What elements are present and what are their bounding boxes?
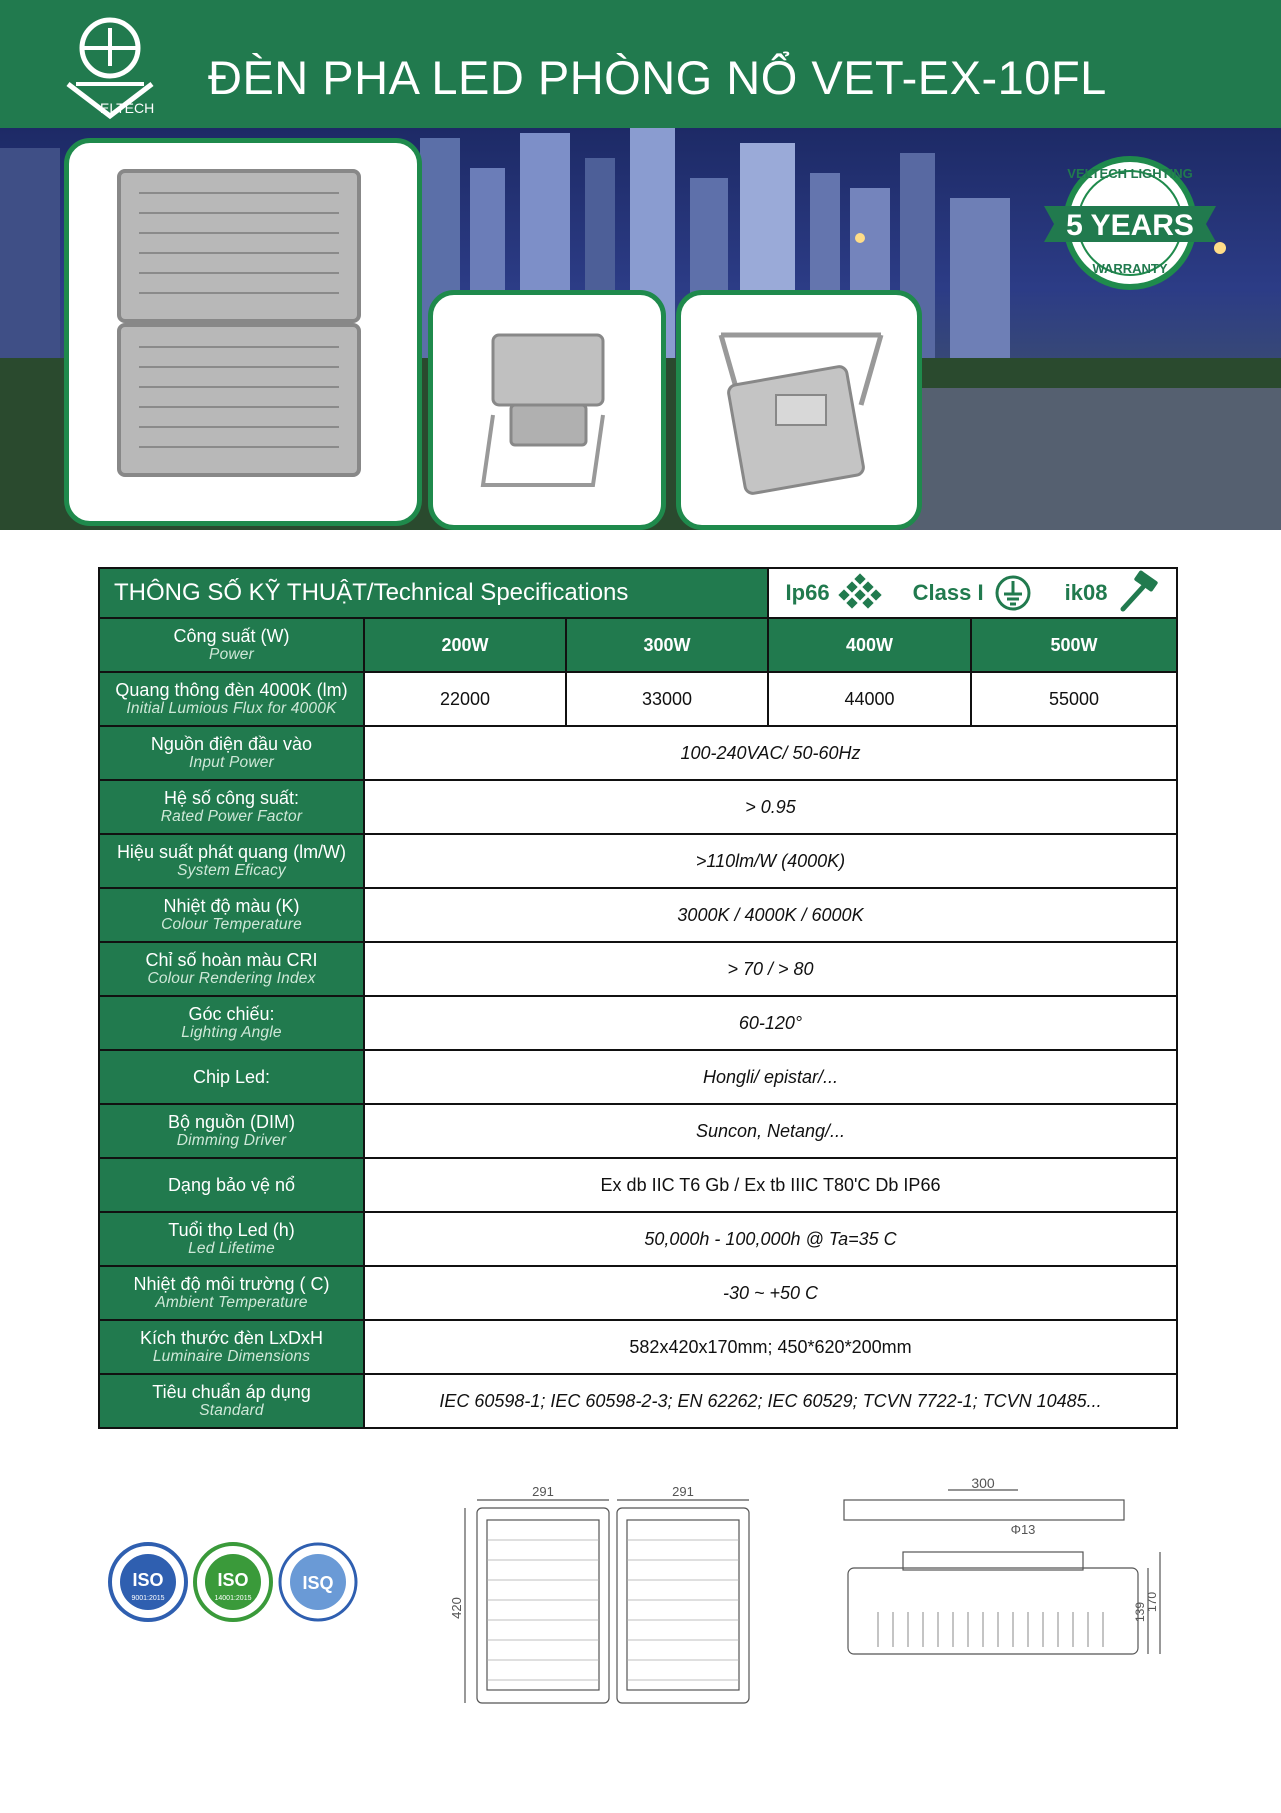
front-view-drawing (449, 1478, 770, 1710)
row-value: 100-240VAC/ 50-60Hz (364, 726, 1177, 780)
row-label-vi: Nguồn điện đầu vào (150, 733, 313, 754)
row-label-en: Lighting Angle (181, 1024, 282, 1042)
diamond-grid-icon (840, 573, 880, 613)
flux-value-2: 33000 (566, 672, 768, 726)
power-label (99, 618, 364, 672)
side-view-drawing (838, 1472, 1170, 1672)
row-label-vi: Hệ số công suất: (163, 787, 300, 808)
hammer-icon (1117, 573, 1159, 613)
iso2-text: ISO (217, 1570, 249, 1590)
spec-row (99, 726, 1177, 780)
spec-row (99, 1050, 1177, 1104)
row-label-en: Colour Rendering Index (147, 970, 316, 988)
spec-row (99, 834, 1177, 888)
spec-row (99, 780, 1177, 834)
product-banner (0, 128, 1281, 530)
row-label-en: Standard (199, 1402, 264, 1420)
warranty-badge-icon (1040, 148, 1220, 298)
row-label-vi: Kích thước đèn LxDxH (140, 1327, 323, 1348)
floodlight-bracket-image (681, 295, 917, 525)
row-label-vi: Tiêu chuẩn áp dụng (152, 1381, 311, 1402)
badge-top-text: VELTECH LIGHTING (1067, 166, 1193, 181)
row-label-en: Led Lifetime (188, 1240, 275, 1258)
flux-value-4: 55000 (971, 672, 1177, 726)
row-label-en: Rated Power Factor (160, 808, 303, 826)
row-value: -30 ~ +50 C (364, 1266, 1177, 1320)
iso3-text: ISQ (302, 1573, 334, 1593)
floodlight-front-image (69, 143, 417, 521)
iso-14001-badge-icon (195, 1544, 271, 1620)
spec-row (99, 1158, 1177, 1212)
row-label-en: Ambient Temperature (155, 1294, 308, 1312)
row-label-vi: Chip Led: (192, 1066, 271, 1087)
spec-header-row (99, 568, 1177, 618)
isq-badge-icon (280, 1544, 356, 1620)
flux-value-3: 44000 (768, 672, 971, 726)
row-label-vi: Nhiệt độ màu (K) (163, 895, 300, 916)
row-label-vi: Góc chiếu: (188, 1003, 275, 1024)
dim-label-5: Φ13 (1010, 1522, 1036, 1537)
iso1-text: ISO (132, 1570, 164, 1590)
row-value: Hongli/ epistar/... (364, 1050, 1177, 1104)
power-row (99, 618, 1177, 672)
power-400w: 400W (768, 618, 971, 672)
spec-row (99, 942, 1177, 996)
power-label-en: Power (209, 646, 254, 664)
row-value: Ex db IIC T6 Gb / Ex tb IIIC T80'C Db IP66 (364, 1158, 1177, 1212)
row-label-vi: Nhiệt độ môi trường ( C) (133, 1273, 330, 1294)
spec-row (99, 1374, 1177, 1428)
flux-row (99, 672, 1177, 726)
row-value: 50,000h - 100,000h @ Ta=35 C (364, 1212, 1177, 1266)
spec-row (99, 996, 1177, 1050)
power-500w: 500W (971, 618, 1177, 672)
iso2-sub: 14001:2015 (214, 1595, 252, 1602)
row-label-vi: Chỉ số hoàn màu CRI (145, 949, 318, 970)
row-label-vi: Hiệu suất phát quang (lm/W) (116, 841, 347, 862)
row-value: Suncon, Netang/... (364, 1104, 1177, 1158)
spec-row (99, 888, 1177, 942)
row-value: > 0.95 (364, 780, 1177, 834)
row-value: 582x420x170mm; 450*620*200mm (364, 1320, 1177, 1374)
iso-9001-badge-icon (110, 1544, 186, 1620)
brand-name: ELTECH (100, 100, 155, 116)
dim-label-3: 420 (449, 1597, 464, 1619)
dim-label-6: 139 (1133, 1601, 1147, 1623)
row-label-en: System Eficacy (177, 862, 286, 880)
row-value: 3000K / 4000K / 6000K (364, 888, 1177, 942)
flux-value-1: 22000 (364, 672, 566, 726)
spec-row (99, 1320, 1177, 1374)
badge-middle-text: 5 YEARS (1066, 209, 1194, 242)
row-value: 60-120° (364, 996, 1177, 1050)
ground-symbol-icon (994, 574, 1032, 612)
flux-label-en: Initial Lumious Flux for 4000K (126, 700, 337, 718)
row-label-vi: Dạng bảo vệ nổ (167, 1174, 296, 1195)
row-label-en: Colour Temperature (161, 916, 302, 934)
iso1-sub: 9001:2015 (131, 1595, 165, 1602)
product-photo-1 (64, 138, 422, 526)
dim-label-1: 291 (532, 1484, 554, 1499)
floodlight-side-image (433, 295, 661, 525)
certification-logos (108, 1538, 363, 1626)
page-title: ĐÈN PHA LED PHÒNG NỔ VET-EX-10FL (208, 51, 1107, 104)
row-label-vi: Bộ nguồn (DIM) (167, 1111, 296, 1132)
class-i-label: Class I (912, 580, 984, 605)
badge-bottom-text: WARRANTY (1092, 261, 1168, 276)
class-i-rating (913, 574, 1032, 612)
spec-row (99, 1266, 1177, 1320)
dim-label-7: 170 (1145, 1591, 1159, 1613)
power-200w: 200W (364, 618, 566, 672)
row-label-en: Input Power (189, 754, 274, 772)
row-label-vi: Tuổi thọ Led (h) (168, 1219, 295, 1240)
row-label-en: Luminaire Dimensions (152, 1348, 311, 1366)
spec-row (99, 1212, 1177, 1266)
dim-label-2: 291 (672, 1484, 694, 1499)
row-value: IEC 60598-1; IEC 60598-2-3; EN 62262; IEC 60529; TCVN 7722-1; TCVN 10485... (364, 1374, 1177, 1428)
row-label-en: Dimming Driver (176, 1132, 287, 1150)
power-label-vi: Công suất (W) (173, 625, 290, 646)
product-photo-2 (428, 290, 666, 530)
flux-label (99, 672, 364, 726)
spec-row (99, 1104, 1177, 1158)
spec-table (98, 567, 1178, 1429)
dim-label-4: 300 (971, 1475, 995, 1491)
ik08-label: ik08 (1064, 580, 1108, 605)
ip66-rating (786, 573, 880, 613)
ik08-rating (1065, 573, 1160, 613)
header-bar (0, 0, 1281, 128)
spec-header-icons (768, 568, 1177, 618)
spec-header-title: THÔNG SỐ KỸ THUẬT/Technical Specifications (99, 568, 768, 618)
row-value: > 70 / > 80 (364, 942, 1177, 996)
row-value: >110lm/W (4000K) (364, 834, 1177, 888)
power-300w: 300W (566, 618, 768, 672)
product-photo-3 (676, 290, 922, 530)
flux-label-vi: Quang thông đèn 4000K (lm) (115, 679, 348, 700)
ip66-label: Ip66 (785, 580, 830, 605)
